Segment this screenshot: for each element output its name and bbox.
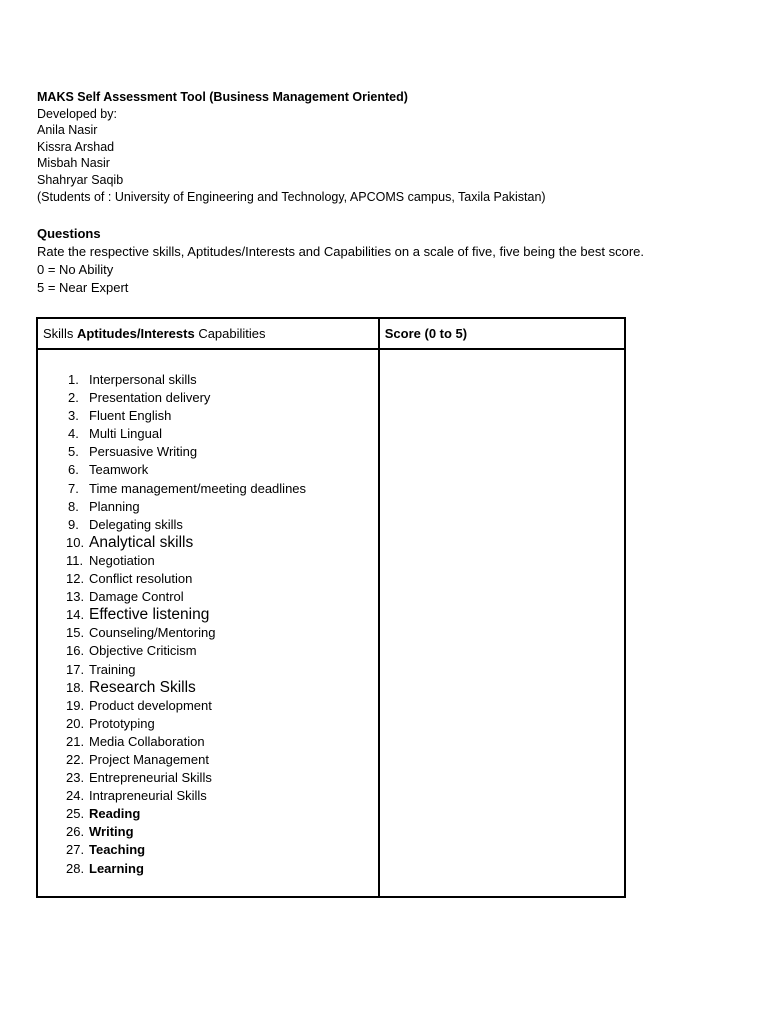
list-item-number: 25. <box>66 806 85 822</box>
list-item <box>38 371 378 389</box>
list-item-label: Teaching <box>89 842 146 858</box>
list-item-number: 21. <box>66 733 85 749</box>
table-body-row <box>37 349 625 897</box>
author-name: Shahryar Saqib <box>37 172 124 187</box>
list-item <box>38 715 378 733</box>
list-item-label: Fluent English <box>89 408 172 424</box>
list-item-number: 8. <box>68 498 79 514</box>
list-item-number: 24. <box>66 788 85 804</box>
list-item-label: Effective listening <box>89 606 210 624</box>
list-item-label: Damage Control <box>89 589 184 605</box>
list-item-label: Media Collaboration <box>89 733 205 749</box>
list-item-label: Writing <box>89 824 134 840</box>
list-item-label: Learning <box>89 860 144 876</box>
list-item <box>38 769 378 787</box>
list-item-label: Multi Lingual <box>89 426 162 442</box>
list-item-number: 10. <box>66 534 85 550</box>
list-item-number: 16. <box>66 643 85 659</box>
list-item-label: Analytical skills <box>89 533 194 551</box>
list-item <box>38 389 378 407</box>
list-item-label: Presentation delivery <box>89 390 211 406</box>
list-item-number: 26. <box>66 824 85 840</box>
author-name: Anila Nasir <box>37 123 98 138</box>
list-item-number: 27. <box>66 842 85 858</box>
list-item <box>38 697 378 715</box>
list-item-label: Teamwork <box>89 462 149 478</box>
scale-max-note: 5 = Near Expert <box>37 280 129 295</box>
list-item-label: Negotiation <box>89 552 155 568</box>
list-item <box>38 443 378 461</box>
list-item-label: Persuasive Writing <box>89 444 198 460</box>
list-item-number: 12. <box>66 571 85 587</box>
list-item-label: Conflict resolution <box>89 571 193 587</box>
scale-min-note: 0 = No Ability <box>37 262 114 277</box>
list-item <box>38 679 378 697</box>
list-item <box>38 606 378 624</box>
skills-list-cell <box>37 349 379 897</box>
list-item <box>38 425 378 443</box>
author-name: Kissra Arshad <box>37 139 115 154</box>
document-title: MAKS Self Assessment Tool (Business Management Oriented) <box>37 90 408 104</box>
questions-instruction: Rate the respective skills, Aptitudes/Interests and Capabilities on a scale of five, five being the best score. <box>37 244 644 259</box>
list-item-label: Objective Criticism <box>89 643 197 659</box>
list-item-number: 23. <box>66 770 85 786</box>
list-item <box>38 570 378 588</box>
list-item <box>38 823 378 841</box>
score-entry-cell[interactable] <box>379 349 625 897</box>
list-item-number: 11. <box>66 552 84 568</box>
table-header-row <box>37 318 625 349</box>
list-item-label: Interpersonal skills <box>89 372 197 387</box>
list-item-number: 9. <box>68 516 79 532</box>
list-item-number: 3. <box>68 408 79 424</box>
list-item-number: 2. <box>68 390 79 406</box>
list-item-number: 1. <box>68 372 79 387</box>
list-item-number: 20. <box>66 715 85 731</box>
list-item-label: Reading <box>89 806 141 822</box>
header-skills-text: Skills <box>43 326 77 341</box>
list-item-number: 6. <box>68 462 79 478</box>
list-item-label: Research Skills <box>89 678 196 696</box>
list-item <box>38 787 378 805</box>
header-capabilities-text: Capabilities <box>194 326 266 341</box>
score-column-header: Score (0 to 5) <box>379 318 625 349</box>
author-name: Misbah Nasir <box>37 156 110 171</box>
skills-column-header <box>37 318 379 349</box>
list-item-label: Time management/meeting deadlines <box>89 480 307 496</box>
list-item <box>38 407 378 425</box>
list-item-label: Delegating skills <box>89 516 183 532</box>
list-item <box>38 642 378 660</box>
list-item-number: 28. <box>66 860 85 876</box>
author-affiliation: (Students of : University of Engineering and Technology, APCOMS campus, Taxila Pakistan) <box>37 189 546 204</box>
list-item-label: Counseling/Mentoring <box>89 625 216 641</box>
list-item-label: Training <box>89 661 136 677</box>
questions-heading: Questions <box>37 226 101 241</box>
list-item-number: 7. <box>68 480 79 496</box>
list-item <box>38 534 378 552</box>
header-aptitudes-text: Aptitudes/Interests <box>76 326 195 341</box>
list-item-number: 14. <box>66 607 85 623</box>
list-item-label: Planning <box>89 498 140 514</box>
list-item <box>38 661 378 679</box>
list-item-number: 4. <box>68 426 79 442</box>
list-item <box>38 588 378 606</box>
document-header <box>37 89 737 205</box>
list-item-number: 22. <box>66 751 85 767</box>
list-item <box>38 751 378 769</box>
list-item-label: Prototyping <box>89 715 155 731</box>
list-item-number: 15. <box>66 625 85 641</box>
list-item-number: 13. <box>66 589 85 605</box>
list-item <box>38 516 378 534</box>
list-item <box>38 498 378 516</box>
list-item-number: 5. <box>68 444 79 460</box>
list-item-label: Project Management <box>89 751 209 767</box>
list-item-label: Entrepreneurial Skills <box>89 770 212 786</box>
questions-section <box>37 225 737 297</box>
skills-score-table <box>36 317 626 898</box>
list-item <box>38 480 378 498</box>
list-item-number: 17. <box>66 661 85 677</box>
developed-by-label: Developed by: <box>37 106 117 121</box>
list-item <box>38 841 378 859</box>
list-item-number: 18. <box>66 679 85 695</box>
list-item-label: Intrapreneurial Skills <box>89 788 207 804</box>
list-item <box>38 552 378 570</box>
list-item <box>38 733 378 751</box>
list-item <box>38 805 378 823</box>
skills-list <box>38 350 378 878</box>
list-item-label: Product development <box>89 697 212 713</box>
list-item-number: 19. <box>66 697 85 713</box>
list-item <box>38 860 378 878</box>
list-item <box>38 461 378 479</box>
list-item <box>38 624 378 642</box>
